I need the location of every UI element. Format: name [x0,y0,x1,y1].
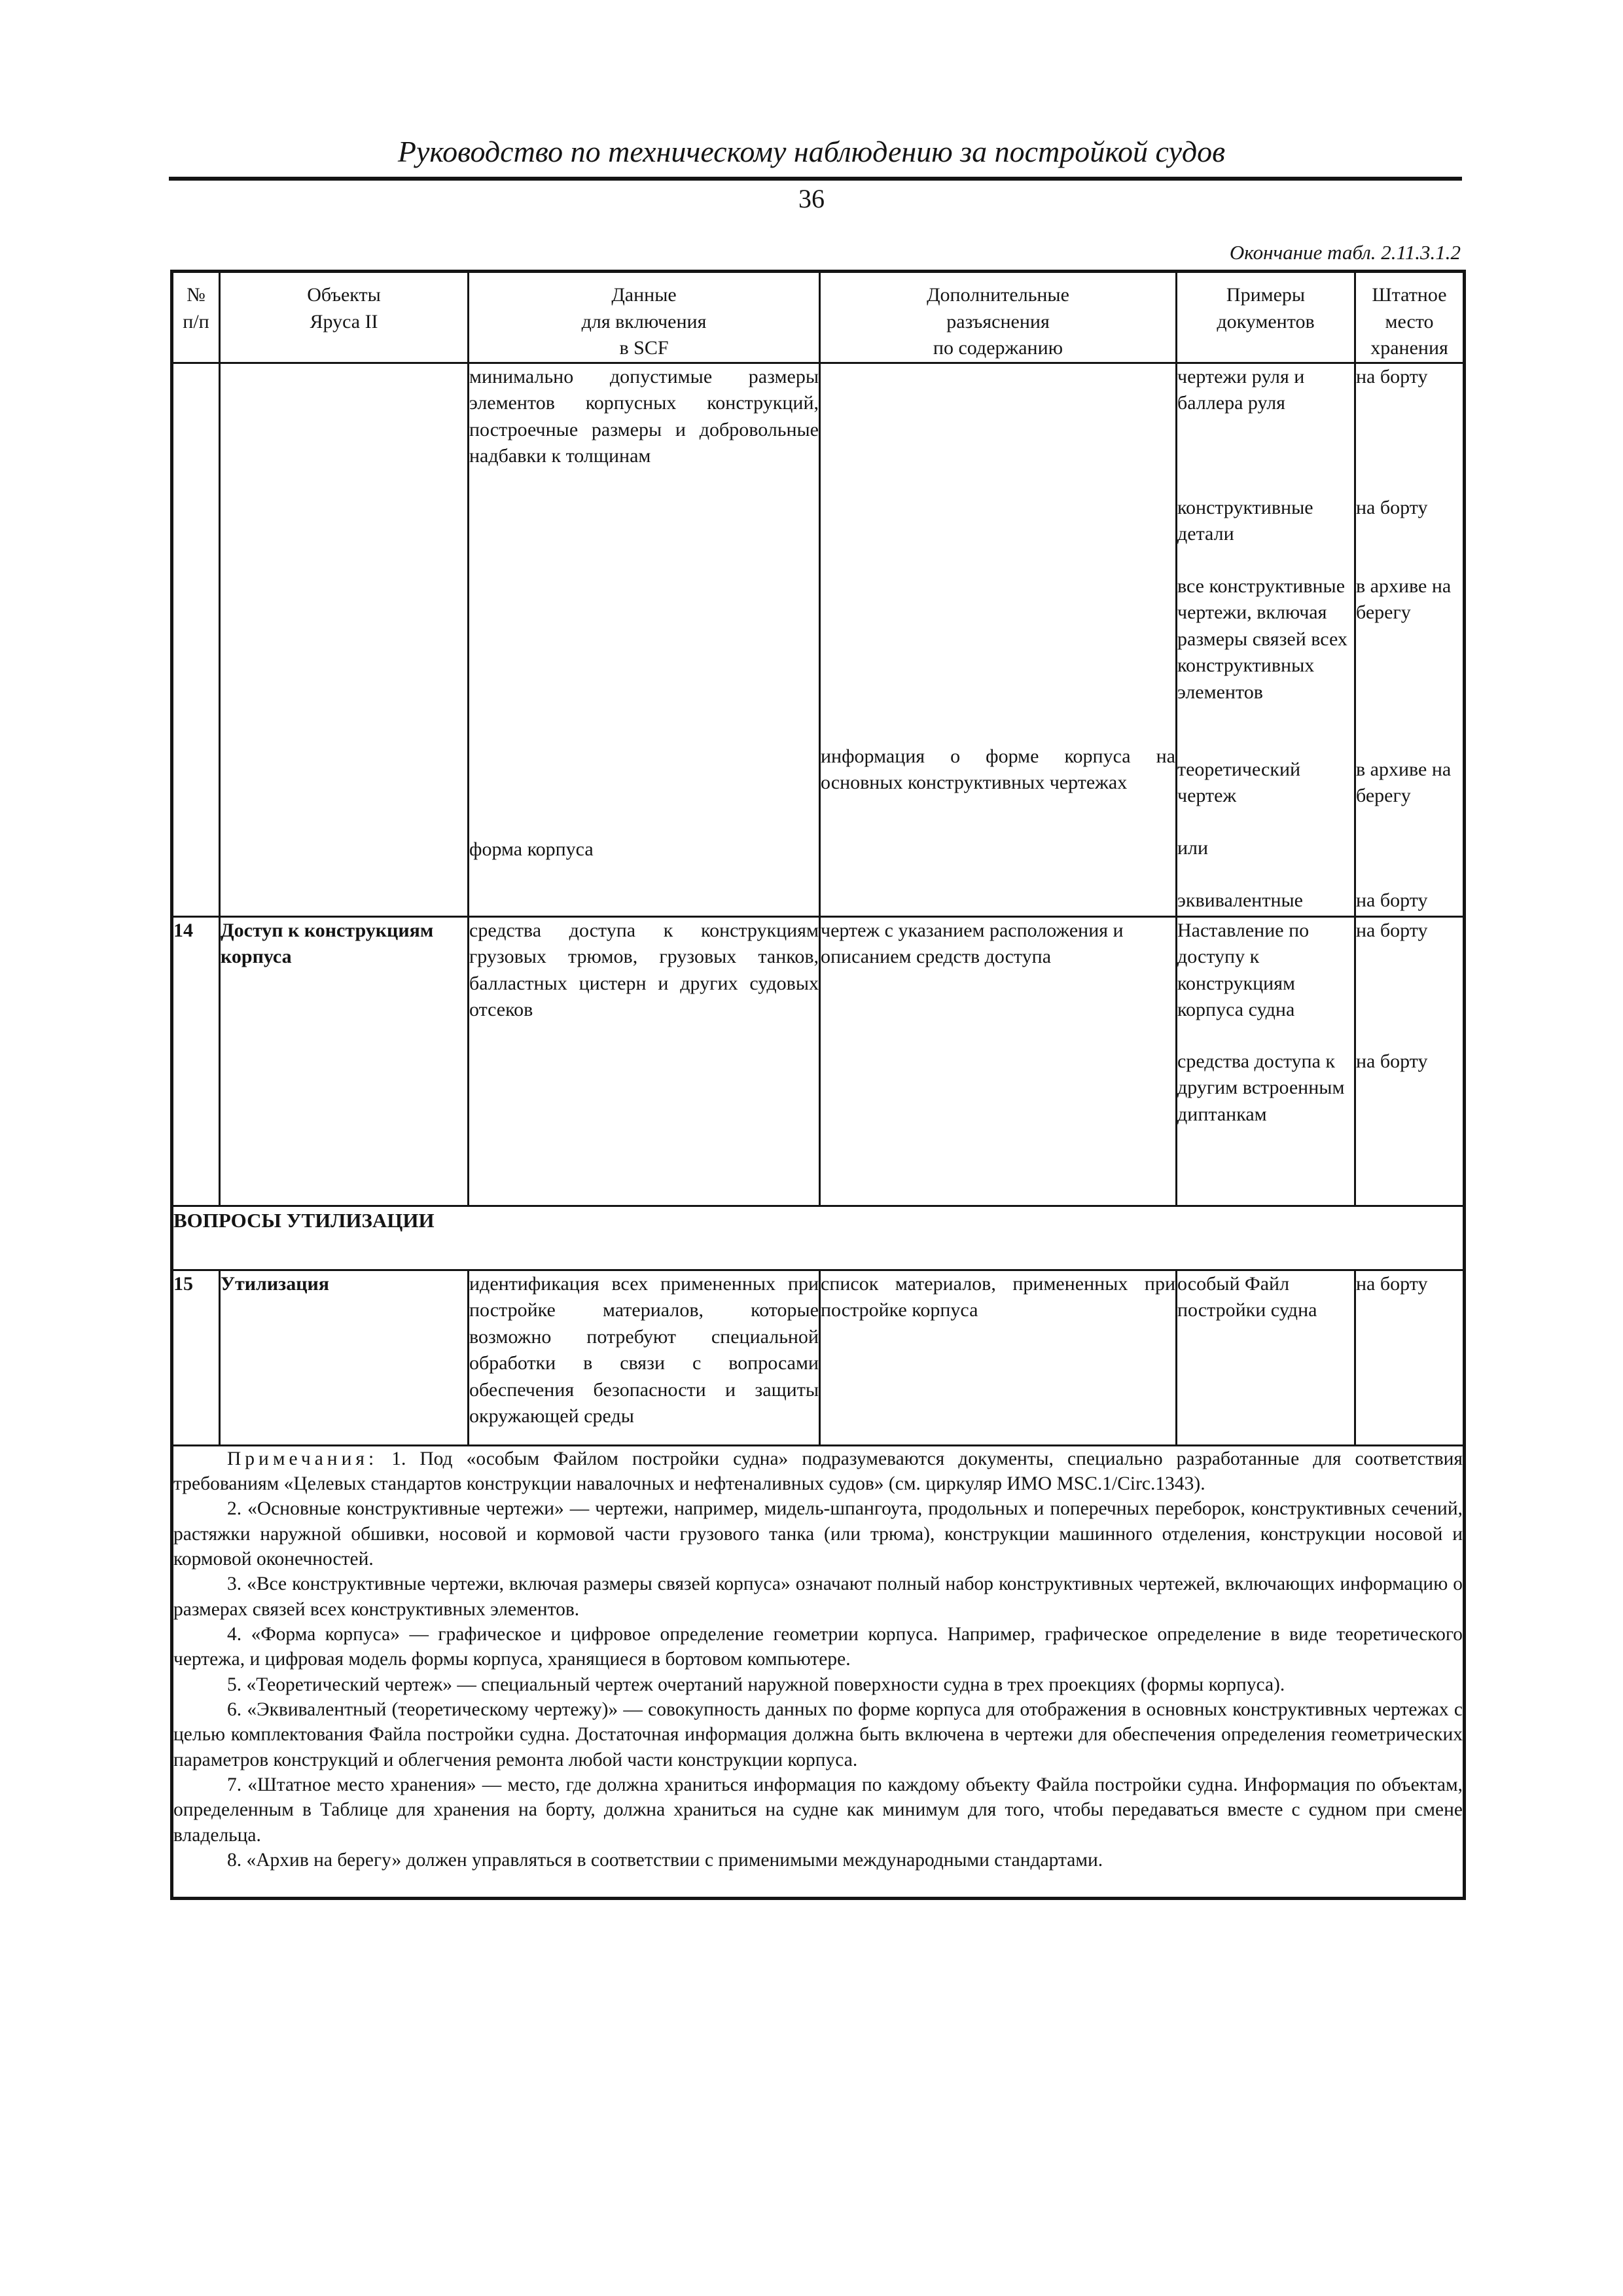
header-storage: Штатное место хранения [1355,272,1465,363]
row-storage: на борту [1355,1270,1465,1445]
running-header-title: Руководство по техническому наблюдению за постройкой судов [397,135,1226,168]
table-header-row [172,272,1465,363]
page-number: 36 [798,184,825,213]
section-row [172,1206,1465,1270]
row-number: 15 [172,1270,220,1445]
example-all-drawings: все конструктивные чертежи, включая размеры связей всех конструктивных элементов [1177,575,1347,703]
storage-5: на борту [1356,889,1428,911]
storage-table [170,270,1466,1900]
example-rudder: чертежи руля и баллера руля [1177,365,1305,414]
example-structural-details: конструктивные детали [1177,496,1313,545]
header-explanations: Дополнительные разъяснения по содержанию [820,272,1177,363]
table-row-14 [172,916,1465,1206]
example-manual: Наставление по доступу к конструкциям корпуса судна [1177,919,1310,1020]
header-rule [169,177,1462,181]
example-or: или [1177,836,1209,859]
row-storage [1355,916,1465,1206]
cell-explanation [820,363,1177,916]
storage-4: в архиве на берегу [1356,758,1452,806]
row-object: Доступ к конструкциям корпуса [220,916,469,1206]
notes [172,1445,1465,1899]
cell-object [220,363,469,916]
row-object: Утилизация [220,1270,469,1445]
example-lines-plan: теоретический чертеж [1177,758,1301,806]
cell-data [469,363,820,916]
note-5: 5. «Теоретический чертеж» — специальный чертеж очертаний наружной поверхности судна в трех проекциях (формы корпуса). [227,1674,1285,1695]
note-8: 8. «Архив на берегу» должен управляться в соответствии с применимыми международными стандартами. [227,1850,1103,1871]
row-examples [1177,916,1355,1206]
row-number: 14 [172,916,220,1206]
row-data: средства доступа к конструкциям грузовых трюмов, грузовых танков, балластных цистерн и других судовых отсеков [469,916,820,1206]
data-dimensions: минимально допустимые размеры элементов корпусных конструкций, построечные размеры и добровольные надбавки к толщинам [469,365,819,467]
note-4: 4. «Форма корпуса» — графическое и цифровое определение геометрии корпуса. Например, графическое определение в виде теоретического чертежа, и цифровая модель формы корпуса, хранящиеся в бортовом компьютере. [173,1623,1463,1670]
storage-manual: на борту [1356,919,1428,941]
header-objects: Объекты Яруса II [220,272,469,363]
storage-2: на борту [1356,496,1428,518]
note-7: 7. «Штатное место хранения» — место, где должна храниться информация по каждому объекту Файла постройки судна. Информация по объектам, определенным в Таблице для хранения на борту, должна храниться на судне как минимум для того, чтобы передаваться вместе с судном при смене владельца. [173,1774,1463,1846]
cell-num [172,363,220,916]
storage-deep-tanks: на борту [1356,1050,1428,1072]
row-explanation: список материалов, примененных при постройке корпуса [820,1270,1177,1445]
note-3: 3. «Все конструктивные чертежи, включая размеры связей корпуса» означают полный набор конструктивных чертежей, включающих информацию о размерах связей всех конструктивных элементов. [173,1573,1463,1620]
header-data: Данные для включения в SCF [469,272,820,363]
storage-3: в архиве на берегу [1356,575,1452,623]
notes-label: Примечания: [227,1448,378,1469]
table-row-continuation [172,363,1465,916]
example-deep-tanks: средства доступа к другим встроенным диптанкам [1177,1050,1345,1125]
note-2: 2. «Основные конструктивные чертежи» — чертежи, например, мидель-шпангоута, продольных и поперечных переборок, конструктивных сечений, растяжки наружной обшивки, носовой и кормовой части грузового танка (или трюма), конструкции машинного отделения, конструкции носовой и кормовой оконечностей. [173,1498,1463,1570]
row-explanation: чертеж с указанием расположения и описанием средств доступа [820,916,1177,1206]
note-1: Примечания: 1. Под «особым Файлом постройки судна» подразумеваются документы, специально разработанные для соответствия требованиям «Целевых стандартов конструкции навалочных и нефтеналивных судов» (см. циркуляр ИМО MSC.1/Circ.1343). [173,1448,1463,1494]
data-hull-form: форма корпуса [469,838,594,860]
row-data: идентификация всех примененных при постройке материалов, которые возможно потребуют специальной обработки в связи с вопросами обеспечения безопасности и защиты окружающей среды [469,1270,820,1445]
table-caption: Окончание табл. 2.11.3.1.2 [1229,241,1461,264]
example-equivalent: эквивалентные [1177,889,1303,911]
explanation-hull-form: информация о форме корпуса на основных конструктивных чертежах [821,745,1175,793]
header-num: № п/п [172,272,220,363]
cell-storage [1355,363,1465,916]
section-title: ВОПРОСЫ УТИЛИЗАЦИИ [172,1206,1465,1270]
notes-row [172,1445,1465,1899]
cell-examples [1177,363,1355,916]
note-6: 6. «Эквивалентный (теоретическому чертежу)» — совокупность данных по форме корпуса для отображения в основных конструктивных чертежах с целью комплектования Файла постройки судна. Достаточная информация должна быть включена в чертежи для обеспечения определения геометрических параметров конструкций и облегчения ремонта любой части конструкции корпуса. [173,1698,1463,1770]
table-row-15 [172,1270,1465,1445]
header-examples: Примеры документов [1177,272,1355,363]
row-example: особый Файл постройки судна [1177,1270,1355,1445]
storage-1: на борту [1356,365,1428,387]
